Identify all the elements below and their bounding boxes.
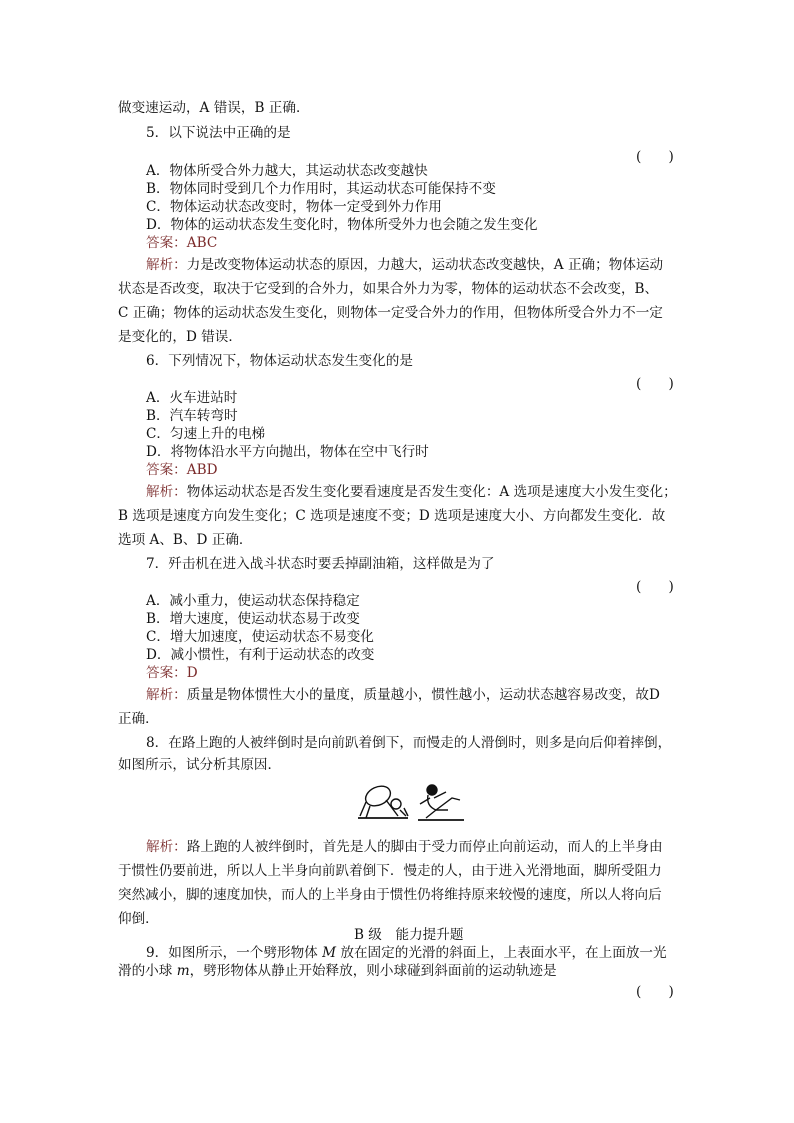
question-9-text: ，劈形物体从静止开始释放，则小球碰到斜面前的运动轨迹是 <box>189 963 557 979</box>
question-9 <box>146 944 667 962</box>
option-c: C．增大加速度，使运动状态不易变化 <box>146 629 374 645</box>
question-5: 5．以下说法中正确的是 <box>146 125 291 141</box>
explanation-line: 是变化的，D 错误． <box>118 329 242 345</box>
explanation-line: 正确． <box>118 711 159 727</box>
option-d: D．物体的运动状态发生变化时，物体所受外力也会随之发生变化 <box>146 217 538 233</box>
explanation-line <box>146 483 677 501</box>
question-7: 7．歼击机在进入战斗状态时要丢掉副油箱，这样做是为了 <box>146 556 495 572</box>
answer-value: ABD <box>186 462 218 478</box>
option-a: A．物体所受合外力越大，其运动状态改变越快 <box>146 163 428 179</box>
variable-m: m <box>176 963 190 979</box>
option-a: A．减小重力，使运动状态保持稳定 <box>146 593 360 609</box>
variable-M: M <box>322 945 337 961</box>
explanation-label: 解析： <box>146 484 187 500</box>
text-line: 做变速运动，A 错误，B 正确． <box>118 100 310 116</box>
answer-label: 答案： <box>146 235 187 251</box>
answer-label: 答案： <box>146 665 187 681</box>
explanation-line: 于惯性仍要前进，所以人上半身向前趴着倒下．慢走的人，由于进入光滑地面，脚所受阻力 <box>118 863 662 879</box>
question-6: 6．下列情况下，物体运动状态发生变化的是 <box>146 353 413 369</box>
answer-label: 答案： <box>146 462 187 478</box>
explanation-line <box>146 686 660 704</box>
answer-bracket: ( ) <box>636 149 674 165</box>
question-9-cont <box>118 962 557 980</box>
falling-people-figure <box>356 780 468 822</box>
question-9-text: 滑的小球 <box>118 963 177 979</box>
option-a: A．火车进站时 <box>146 390 238 406</box>
explanation-line: 选项 A、B、D 正确． <box>118 532 253 548</box>
question-8: 8．在路上跑的人被绊倒时是向前趴着倒下，而慢走的人滑倒时，则多是向后仰着摔倒， <box>146 735 672 751</box>
explanation-text: 力是改变物体运动状态的原因，力越大，运动状态改变越快，A 正确；物体运动 <box>186 257 664 273</box>
answer-bracket: ( ) <box>636 376 674 392</box>
answer-line <box>146 461 218 479</box>
explanation-label: 解析： <box>146 257 187 273</box>
explanation-label: 解析： <box>146 687 187 703</box>
answer-value: D <box>186 665 198 681</box>
explanation-line <box>146 256 663 274</box>
explanation-text: 物体运动状态是否发生变化要看速度是否发生变化：A 选项是速度大小发生变化； <box>186 484 677 500</box>
answer-bracket: ( ) <box>636 984 674 1000</box>
explanation-line: C 正确；物体的运动状态发生变化，则物体一定受合外力的作用，但物体所受合外力不一定 <box>118 305 663 321</box>
explanation-line: 仰倒． <box>118 911 159 927</box>
question-8-cont: 如图所示，试分析其原因． <box>118 757 282 773</box>
option-d: D．将物体沿水平方向抛出，物体在空中飞行时 <box>146 444 429 460</box>
explanation-line: B 选项是速度方向发生变化；C 选项是速度不变；D 选项是速度大小、方向都发生变化．故 <box>118 508 666 524</box>
option-b: B．增大速度，使运动状态易于改变 <box>146 611 360 627</box>
option-b: B．汽车转弯时 <box>146 408 238 424</box>
section-heading: B 级 能力提升题 <box>354 927 464 943</box>
running-person-figure <box>358 782 408 818</box>
answer-bracket: ( ) <box>636 579 674 595</box>
option-c: C．匀速上升的电梯 <box>146 426 266 442</box>
option-d: D．减小惯性，有利于运动状态的改变 <box>146 647 375 663</box>
explanation-text: 路上跑的人被绊倒时，首先是人的脚由于受力而停止向前运动，而人的上半身由 <box>186 839 663 855</box>
option-b: B．物体同时受到几个力作用时，其运动状态可能保持不变 <box>146 181 496 197</box>
question-9-text: 9．如图所示，一个劈形物体 <box>146 945 323 961</box>
answer-line <box>146 664 198 682</box>
option-c: C．物体运动状态改变时，物体一定受到外力作用 <box>146 199 442 215</box>
explanation-label: 解析： <box>146 839 187 855</box>
explanation-line <box>146 838 663 856</box>
explanation-line: 突然减小，脚的速度加快，而人的上半身由于惯性仍将维持原来较慢的速度，所以人将向后 <box>118 887 662 903</box>
answer-value: ABC <box>186 235 218 251</box>
explanation-line: 状态是否改变，取决于它受到的合外力，如果合外力为零，物体的运动状态不会改变，B、 <box>118 281 659 297</box>
question-9-text: 放在固定的光滑的斜面上，上表面水平，在上面放一光 <box>336 945 667 961</box>
walking-person-figure <box>418 785 464 820</box>
explanation-text: 质量是物体惯性大小的量度，质量越小，惯性越小，运动状态越容易改变，故D <box>186 687 660 703</box>
answer-line <box>146 234 217 252</box>
